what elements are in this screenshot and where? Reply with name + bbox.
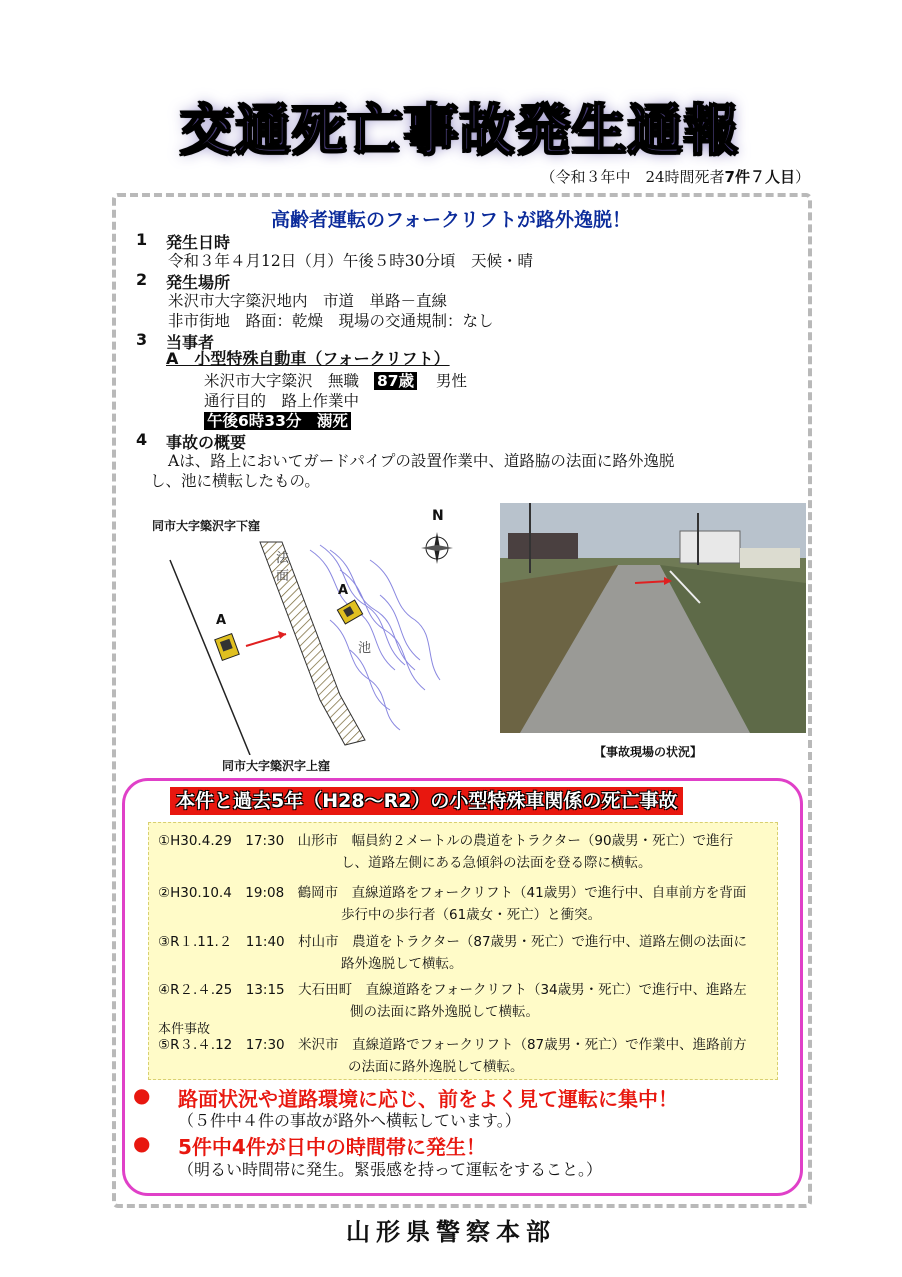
history-item-4 bbox=[158, 979, 747, 1023]
bullet-1-dot: ● bbox=[133, 1083, 151, 1107]
history-item-2 bbox=[158, 882, 746, 926]
section-2-line-2: 非市街地 路面：乾燥 現場の交通規制：なし bbox=[168, 312, 494, 330]
page-title: 交通死亡事故発生通報 bbox=[180, 99, 740, 162]
slope-label-1: 法 bbox=[276, 551, 290, 566]
section-4-number: 4 bbox=[136, 430, 148, 449]
party-a-label bbox=[166, 349, 450, 369]
section-3-heading: 当事者 bbox=[166, 333, 215, 352]
party-a-type: A 小型特殊自動車（フォークリフト） bbox=[166, 349, 450, 368]
issuer-footer: 山形県警察本部 bbox=[346, 1217, 556, 1246]
subtitle-prefix: （令和３年中 24時間死者 bbox=[540, 168, 725, 186]
section-3-number: 3 bbox=[136, 330, 148, 349]
death-time-badge: 午後6時33分 溺死 bbox=[204, 412, 351, 430]
history-item-1-line-1: ①H30.4.29 17:30 山形市 幅員約２メートルの農道をトラクター（90歳男・死亡）で進行 bbox=[158, 833, 734, 849]
party-a-details bbox=[204, 369, 467, 391]
section-2-line-1: 米沢市大字簗沢地内 市道 単路－直線 bbox=[168, 292, 448, 310]
slope-label-2: 面 bbox=[276, 569, 290, 584]
subtitle-suffix: ） bbox=[794, 168, 810, 186]
bullet-2-subtext: （明るい時間帯に発生。緊張感を持って運転をすること。） bbox=[178, 1160, 603, 1179]
party-a-age-badge: 87歳 bbox=[374, 372, 417, 390]
party-a-purpose: 通行目的 路上作業中 bbox=[204, 392, 360, 410]
map-label-top: 同市大字簗沢字下窪 bbox=[152, 519, 261, 533]
photo-caption: 【事故現場の状況】 bbox=[594, 745, 703, 759]
svg-text:A: A bbox=[338, 583, 349, 598]
history-item-2-line-1: ②H30.10.4 19:08 鶴岡市 直線道路をフォークリフト（41歳男）で進行中、自車前方を背面 bbox=[158, 885, 747, 901]
accident-site-photo bbox=[500, 503, 806, 733]
section-1-heading: 発生日時 bbox=[166, 233, 231, 252]
section-1-number: 1 bbox=[136, 230, 148, 249]
subtitle-bold: 7件７人目 bbox=[724, 168, 795, 186]
section-4-line-1: Aは、路上においてガードパイプの設置作業中、道路脇の法面に路外逸脱 bbox=[168, 452, 675, 470]
section-2-heading: 発生場所 bbox=[166, 273, 231, 292]
road-edge-left bbox=[170, 560, 250, 755]
section-1-line: 令和３年４月12日（月）午後５時30分頃 天候・晴 bbox=[168, 252, 533, 270]
party-a-address: 米沢市大字簗沢 無職 bbox=[204, 372, 360, 390]
map-label-bottom: 同市大字簗沢字上窪 bbox=[222, 759, 331, 773]
svg-text:N: N bbox=[432, 508, 444, 524]
history-item-1-line-2: し、道路左側にある急傾斜の法面を登る際に横転。 bbox=[341, 855, 652, 871]
history-item-5 bbox=[158, 1034, 747, 1078]
history-banner: 本件と過去5年（H28～R2）の小型特殊車関係の死亡事故 bbox=[170, 787, 683, 815]
bullet-2-dot: ● bbox=[133, 1131, 151, 1155]
history-item-5-line-2: の法面に路外逸脱して横転。 bbox=[348, 1059, 524, 1075]
headline: 高齢者運転のフォークリフトが路外逸脱！ bbox=[270, 209, 632, 231]
party-a-gender: 男性 bbox=[435, 372, 467, 390]
history-item-3 bbox=[158, 931, 747, 975]
north-compass bbox=[421, 508, 453, 564]
bullet-1-text: 路面状況や道路環境に応じ、前をよく見て運転に集中！ bbox=[178, 1087, 678, 1111]
bullet-1-subtext: （５件中４件の事故が路外へ横転しています。） bbox=[178, 1111, 521, 1130]
history-item-2-line-2: 歩行中の歩行者（61歳女・死亡）と衝突。 bbox=[341, 907, 602, 923]
history-item-3-line-2: 路外逸脱して横転。 bbox=[341, 956, 463, 972]
svg-text:A: A bbox=[216, 613, 227, 628]
forklift-before-icon bbox=[215, 613, 239, 660]
subtitle bbox=[540, 166, 810, 187]
history-item-3-line-1: ③R１.11.２ 11:40 村山市 農道をトラクター（87歳男・死亡）で進行中、道路左側の法面に bbox=[158, 934, 748, 950]
section-4-heading: 事故の概要 bbox=[166, 433, 247, 452]
section-4-line-2: し、池に横転したもの。 bbox=[150, 472, 320, 490]
history-item-4-line-1: ④R２.４.25 13:15 大石田町 直線道路をフォークリフト（34歳男・死亡）で進行中、進路左 bbox=[158, 982, 747, 998]
accident-map bbox=[140, 500, 480, 755]
history-item-1 bbox=[158, 830, 733, 874]
party-a-death bbox=[204, 409, 351, 431]
path-arrowhead bbox=[278, 631, 286, 639]
bullet-2-text: 5件中4件が日中の時間帯に発生！ bbox=[178, 1135, 486, 1159]
history-item-5-line-1: ⑤R３.４.12 17:30 米沢市 直線道路でフォークリフト（87歳男・死亡）で作業中、進路前方 bbox=[158, 1037, 747, 1053]
history-item-4-line-2: 側の法面に路外逸脱して横転。 bbox=[350, 1004, 539, 1020]
pond-label: 池 bbox=[358, 641, 372, 656]
current-case-label: 本件事故 bbox=[158, 1022, 211, 1037]
section-2-number: 2 bbox=[136, 270, 148, 289]
